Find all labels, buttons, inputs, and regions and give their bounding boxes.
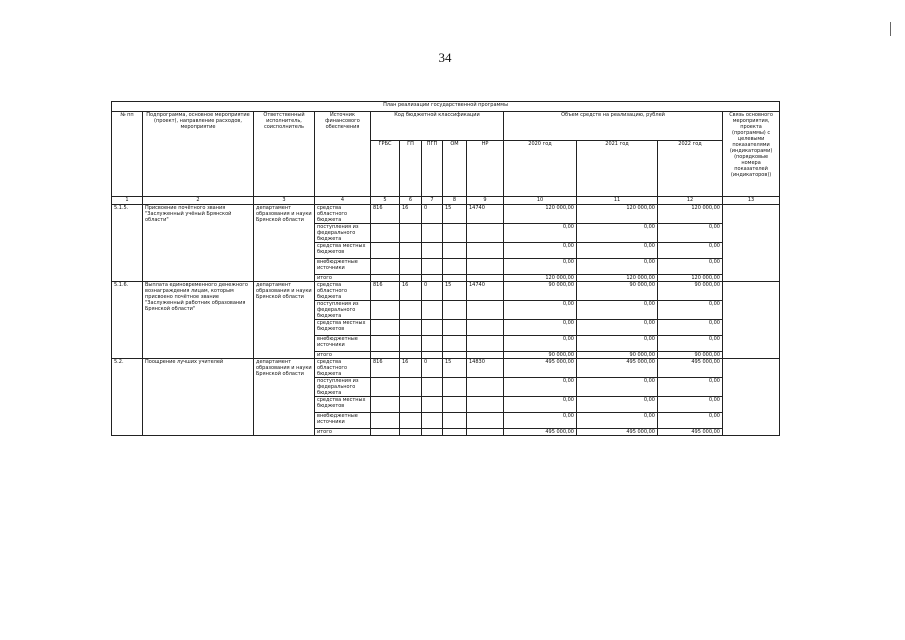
activity-name: Поощрение лучших учителей bbox=[143, 359, 254, 436]
responsible-executor: департамент образования и науки Брянской области bbox=[254, 205, 315, 282]
amount-2021: 0,00 bbox=[577, 378, 658, 397]
code-gp bbox=[400, 429, 422, 436]
code-om bbox=[443, 243, 467, 259]
funding-source: средства областного бюджета bbox=[315, 359, 371, 378]
indicator-link bbox=[723, 282, 780, 359]
responsible-executor: департамент образования и науки Брянской области bbox=[254, 359, 315, 436]
table-row bbox=[112, 282, 780, 301]
responsible-executor: департамент образования и науки Брянской области bbox=[254, 282, 315, 359]
amount-2020: 90 000,00 bbox=[504, 352, 577, 359]
code-om: 15 bbox=[443, 359, 467, 378]
header-responsible: Ответственный исполнитель, соисполнитель bbox=[254, 112, 315, 197]
row-number: 5.2. bbox=[112, 359, 143, 436]
amount-2022: 120 000,00 bbox=[658, 275, 723, 282]
code-pgp: 0 bbox=[422, 359, 443, 378]
code-pgp bbox=[422, 397, 443, 413]
funding-source: внебюджетные источники bbox=[315, 336, 371, 352]
code-om bbox=[443, 352, 467, 359]
page-number: 34 bbox=[438, 50, 452, 65]
column-number: 2 bbox=[143, 197, 254, 205]
amount-2020: 120 000,00 bbox=[504, 275, 577, 282]
amount-2020: 90 000,00 bbox=[504, 282, 577, 301]
code-grbs bbox=[371, 320, 400, 336]
code-gp bbox=[400, 301, 422, 320]
amount-2021: 0,00 bbox=[577, 336, 658, 352]
code-grbs bbox=[371, 259, 400, 275]
column-number: 7 bbox=[422, 197, 443, 205]
code-grbs bbox=[371, 352, 400, 359]
code-grbs: 816 bbox=[371, 205, 400, 224]
code-grbs bbox=[371, 243, 400, 259]
amount-2021: 120 000,00 bbox=[577, 205, 658, 224]
code-grbs bbox=[371, 224, 400, 243]
code-gp: 16 bbox=[400, 205, 422, 224]
code-nr: 14830 bbox=[467, 359, 504, 378]
column-number: 12 bbox=[658, 197, 723, 205]
edge-mark bbox=[890, 22, 891, 36]
table-row bbox=[112, 359, 780, 378]
amount-2022: 0,00 bbox=[658, 413, 723, 429]
header-code-grbs: ГРБС bbox=[371, 141, 400, 197]
amount-2021: 0,00 bbox=[577, 259, 658, 275]
column-number: 8 bbox=[443, 197, 467, 205]
code-gp bbox=[400, 259, 422, 275]
amount-2021: 0,00 bbox=[577, 397, 658, 413]
amount-2022: 0,00 bbox=[658, 243, 723, 259]
code-om bbox=[443, 259, 467, 275]
column-number: 6 bbox=[400, 197, 422, 205]
header-year-2021: 2021 год bbox=[577, 141, 658, 197]
header-code-group: Код бюджетной классификации bbox=[371, 112, 504, 141]
code-pgp bbox=[422, 429, 443, 436]
header-code-gp: ГП bbox=[400, 141, 422, 197]
header-year-2020: 2020 год bbox=[504, 141, 577, 197]
code-om bbox=[443, 397, 467, 413]
code-nr bbox=[467, 397, 504, 413]
amount-2020: 120 000,00 bbox=[504, 205, 577, 224]
amount-2022: 0,00 bbox=[658, 224, 723, 243]
row-number: 5.1.5. bbox=[112, 205, 143, 282]
amount-2021: 0,00 bbox=[577, 413, 658, 429]
code-nr bbox=[467, 378, 504, 397]
activity-name: Выплата единовременного денежного вознаграждения лицам, которым присвоено почётное звание "Заслуженный работник образования Брянской области" bbox=[143, 282, 254, 359]
code-nr bbox=[467, 224, 504, 243]
code-gp bbox=[400, 275, 422, 282]
header-program: Подпрограмма, основное мероприятие (проект), направление расходов, мероприятие bbox=[143, 112, 254, 197]
amount-2022: 0,00 bbox=[658, 336, 723, 352]
funding-source: средства областного бюджета bbox=[315, 282, 371, 301]
code-pgp bbox=[422, 243, 443, 259]
code-pgp: 0 bbox=[422, 282, 443, 301]
amount-2021: 0,00 bbox=[577, 320, 658, 336]
amount-2020: 0,00 bbox=[504, 224, 577, 243]
code-om bbox=[443, 336, 467, 352]
code-om bbox=[443, 275, 467, 282]
code-gp bbox=[400, 243, 422, 259]
code-gp: 16 bbox=[400, 282, 422, 301]
funding-source: средства областного бюджета bbox=[315, 205, 371, 224]
amount-2021: 495 000,00 bbox=[577, 429, 658, 436]
code-gp bbox=[400, 224, 422, 243]
amount-2021: 0,00 bbox=[577, 224, 658, 243]
header-volume-group: Объем средств на реализацию, рублей bbox=[504, 112, 723, 141]
header-year-2022: 2022 год bbox=[658, 141, 723, 197]
code-gp bbox=[400, 397, 422, 413]
funding-source: поступления из федерального бюджета bbox=[315, 378, 371, 397]
code-om bbox=[443, 429, 467, 436]
code-om bbox=[443, 413, 467, 429]
code-gp bbox=[400, 378, 422, 397]
column-number: 5 bbox=[371, 197, 400, 205]
code-nr bbox=[467, 413, 504, 429]
code-pgp bbox=[422, 378, 443, 397]
funding-source: итого bbox=[315, 429, 371, 436]
program-plan-table bbox=[111, 101, 780, 436]
code-nr bbox=[467, 259, 504, 275]
funding-source: поступления из федерального бюджета bbox=[315, 224, 371, 243]
code-nr bbox=[467, 336, 504, 352]
funding-source: внебюджетные источники bbox=[315, 259, 371, 275]
code-grbs bbox=[371, 429, 400, 436]
amount-2020: 495 000,00 bbox=[504, 429, 577, 436]
header-source: Источник финансового обеспечения bbox=[315, 112, 371, 197]
code-gp: 16 bbox=[400, 359, 422, 378]
code-gp bbox=[400, 352, 422, 359]
column-number: 10 bbox=[504, 197, 577, 205]
code-om bbox=[443, 301, 467, 320]
amount-2022: 495 000,00 bbox=[658, 429, 723, 436]
amount-2021: 0,00 bbox=[577, 301, 658, 320]
code-nr: 14740 bbox=[467, 205, 504, 224]
code-pgp bbox=[422, 259, 443, 275]
column-number: 9 bbox=[467, 197, 504, 205]
header-code-om: ОМ bbox=[443, 141, 467, 197]
code-pgp bbox=[422, 224, 443, 243]
funding-source: итого bbox=[315, 352, 371, 359]
code-om: 15 bbox=[443, 205, 467, 224]
program-plan-table-wrapper bbox=[111, 101, 779, 436]
amount-2020: 0,00 bbox=[504, 336, 577, 352]
amount-2020: 0,00 bbox=[504, 301, 577, 320]
code-pgp: 0 bbox=[422, 205, 443, 224]
indicator-link bbox=[723, 359, 780, 436]
code-om: 15 bbox=[443, 282, 467, 301]
code-grbs: 816 bbox=[371, 282, 400, 301]
amount-2021: 120 000,00 bbox=[577, 275, 658, 282]
code-grbs bbox=[371, 397, 400, 413]
amount-2020: 0,00 bbox=[504, 413, 577, 429]
code-om bbox=[443, 378, 467, 397]
column-number: 3 bbox=[254, 197, 315, 205]
indicator-link bbox=[723, 205, 780, 282]
funding-source: средства местных бюджетов bbox=[315, 397, 371, 413]
amount-2022: 0,00 bbox=[658, 259, 723, 275]
activity-name: Присвоение почётного звания "Заслуженный учёный Брянской области" bbox=[143, 205, 254, 282]
funding-source: средства местных бюджетов bbox=[315, 243, 371, 259]
column-number: 13 bbox=[723, 197, 780, 205]
code-gp bbox=[400, 413, 422, 429]
code-pgp bbox=[422, 301, 443, 320]
header-link: Связь основного мероприятия, проекта (программы) с целевыми показателями (индикаторами) (порядковые номера показателей (индикаторов)) bbox=[723, 112, 780, 197]
funding-source: внебюджетные источники bbox=[315, 413, 371, 429]
amount-2020: 495 000,00 bbox=[504, 359, 577, 378]
amount-2020: 0,00 bbox=[504, 243, 577, 259]
column-number: 11 bbox=[577, 197, 658, 205]
code-nr bbox=[467, 320, 504, 336]
code-nr bbox=[467, 243, 504, 259]
amount-2022: 0,00 bbox=[658, 397, 723, 413]
amount-2022: 0,00 bbox=[658, 320, 723, 336]
code-grbs bbox=[371, 378, 400, 397]
code-grbs bbox=[371, 301, 400, 320]
amount-2020: 0,00 bbox=[504, 320, 577, 336]
code-nr: 14740 bbox=[467, 282, 504, 301]
code-nr bbox=[467, 275, 504, 282]
code-om bbox=[443, 224, 467, 243]
code-nr bbox=[467, 301, 504, 320]
amount-2021: 90 000,00 bbox=[577, 352, 658, 359]
amount-2022: 0,00 bbox=[658, 378, 723, 397]
header-code-nr: НР bbox=[467, 141, 504, 197]
code-nr bbox=[467, 429, 504, 436]
amount-2021: 495 000,00 bbox=[577, 359, 658, 378]
column-number: 4 bbox=[315, 197, 371, 205]
amount-2022: 90 000,00 bbox=[658, 282, 723, 301]
amount-2020: 0,00 bbox=[504, 397, 577, 413]
code-grbs bbox=[371, 275, 400, 282]
funding-source: средства местных бюджетов bbox=[315, 320, 371, 336]
code-grbs bbox=[371, 413, 400, 429]
code-pgp bbox=[422, 336, 443, 352]
code-pgp bbox=[422, 275, 443, 282]
funding-source: итого bbox=[315, 275, 371, 282]
code-pgp bbox=[422, 352, 443, 359]
amount-2021: 0,00 bbox=[577, 243, 658, 259]
header-num: № пп bbox=[112, 112, 143, 197]
code-om bbox=[443, 320, 467, 336]
code-gp bbox=[400, 320, 422, 336]
amount-2020: 0,00 bbox=[504, 259, 577, 275]
header-code-pgp: ПГП bbox=[422, 141, 443, 197]
row-number: 5.1.6. bbox=[112, 282, 143, 359]
amount-2020: 0,00 bbox=[504, 378, 577, 397]
amount-2022: 495 000,00 bbox=[658, 359, 723, 378]
code-pgp bbox=[422, 413, 443, 429]
funding-source: поступления из федерального бюджета bbox=[315, 301, 371, 320]
amount-2022: 90 000,00 bbox=[658, 352, 723, 359]
code-nr bbox=[467, 352, 504, 359]
table-title: План реализации государственной программы bbox=[112, 102, 780, 112]
code-pgp bbox=[422, 320, 443, 336]
code-grbs bbox=[371, 336, 400, 352]
table-row bbox=[112, 205, 780, 224]
amount-2022: 0,00 bbox=[658, 301, 723, 320]
code-grbs: 816 bbox=[371, 359, 400, 378]
code-gp bbox=[400, 336, 422, 352]
amount-2021: 90 000,00 bbox=[577, 282, 658, 301]
column-number: 1 bbox=[112, 197, 143, 205]
amount-2022: 120 000,00 bbox=[658, 205, 723, 224]
